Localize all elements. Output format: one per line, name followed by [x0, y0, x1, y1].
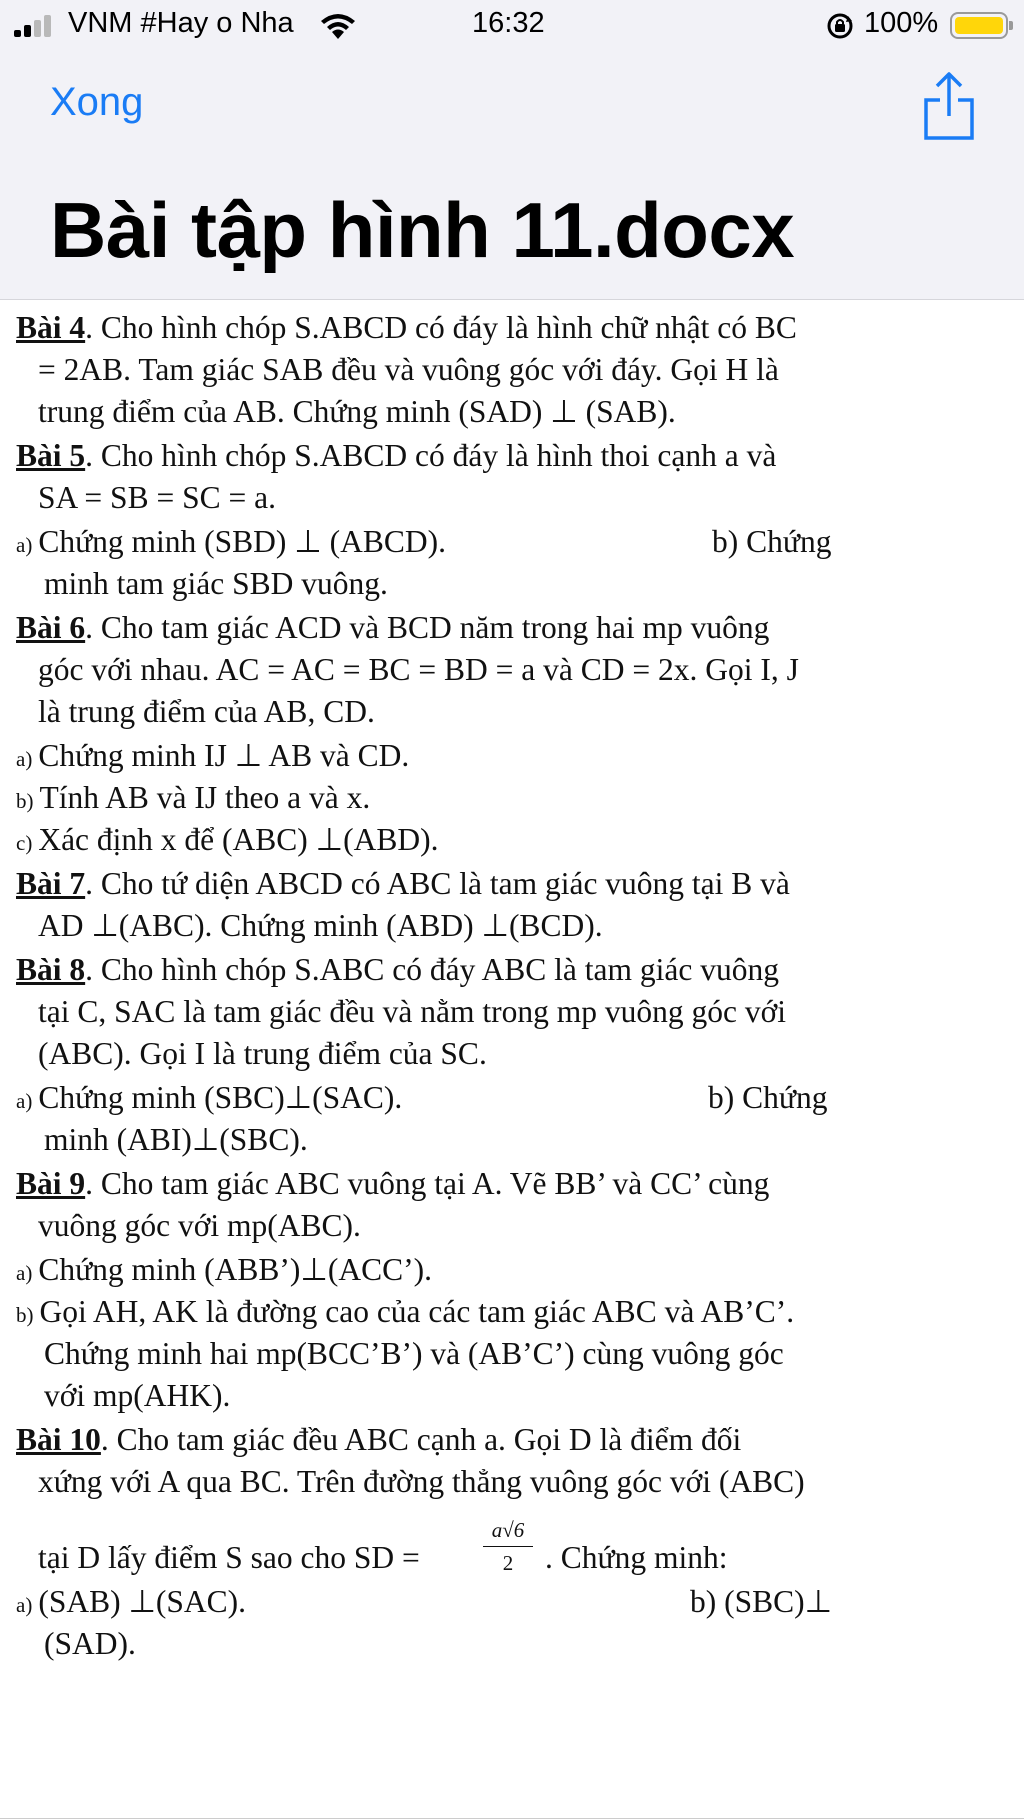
- paragraph-line: vuông góc với mp(ABC).: [38, 1208, 361, 1243]
- battery-icon: [950, 12, 1008, 39]
- list-item: b) Chứng: [712, 524, 832, 559]
- paragraph-line: trung điểm của AB. Chứng minh (SAD) ⊥ (SAB).: [38, 394, 676, 429]
- done-button[interactable]: Xong: [50, 80, 144, 124]
- paragraph-line: Chứng minh hai mp(BCC’B’) và (AB’C’) cùng vuông góc: [44, 1336, 784, 1371]
- status-bar: [0, 0, 1024, 50]
- fraction-denominator: 2: [502, 1551, 514, 1575]
- exercise-label: Bài 5: [16, 438, 86, 473]
- paragraph-line: tại D lấy điểm S sao cho SD =: [38, 1540, 420, 1575]
- list-item: c) Xác định x để (ABC) ⊥(ABD).: [16, 822, 439, 857]
- paragraph-line: Bài 9. Cho tam giác ABC vuông tại A. Vẽ BB’ và CC’ cùng: [16, 1166, 770, 1201]
- paragraph-line: minh tam giác SBD vuông.: [44, 566, 388, 601]
- list-item: a) Chứng minh (SBD) ⊥ (ABCD).: [16, 524, 446, 559]
- list-item: b) (SBC)⊥: [690, 1584, 833, 1619]
- paragraph-line: tại C, SAC là tam giác đều và nằm trong mp vuông góc với: [38, 994, 787, 1029]
- paragraph-line: Bài 8. Cho hình chóp S.ABC có đáy ABC là tam giác vuông: [16, 952, 779, 987]
- list-item: a) Chứng minh (SBC)⊥(SAC).: [16, 1080, 403, 1115]
- battery-fill: [955, 17, 1003, 34]
- divider: [0, 1818, 1024, 1819]
- paragraph-line: Bài 10. Cho tam giác đều ABC cạnh a. Gọi D là điểm đối: [16, 1422, 742, 1457]
- exercise-label: Bài 10: [16, 1422, 101, 1457]
- exercise-label: Bài 6: [16, 610, 86, 645]
- carrier-name: VNM #Hay o Nha: [68, 7, 294, 39]
- status-time: 16:32: [472, 7, 545, 39]
- paragraph-line: Bài 4. Cho hình chóp S.ABCD có đáy là hình chữ nhật có BC: [16, 310, 797, 345]
- fraction-numerator: a√6: [483, 1518, 533, 1547]
- list-item: a) (SAB) ⊥(SAC).: [16, 1584, 247, 1619]
- list-item: b) Gọi AH, AK là đường cao của các tam giác ABC và AB’C’.: [16, 1294, 795, 1329]
- paragraph-line: minh (ABI)⊥(SBC).: [44, 1122, 308, 1157]
- paragraph-line: là trung điểm của AB, CD.: [38, 694, 375, 729]
- document-content[interactable]: [0, 300, 1024, 1800]
- paragraph-line: (SAD).: [44, 1626, 136, 1661]
- paragraph-line: SA = SB = SC = a.: [38, 480, 276, 515]
- share-button[interactable]: [920, 70, 978, 142]
- rotation-lock-icon: [826, 12, 854, 40]
- page-title: Bài tập hình 11.docx: [50, 186, 795, 274]
- fraction: [483, 1518, 533, 1576]
- paragraph-line: góc với nhau. AC = AC = BC = BD = a và CD = 2x. Gọi I, J: [38, 652, 799, 687]
- paragraph-line: Bài 7. Cho tứ diện ABCD có ABC là tam giác vuông tại B và: [16, 866, 790, 901]
- cellular-signal-icon: [14, 15, 58, 37]
- exercise-label: Bài 8: [16, 952, 86, 987]
- paragraph-line: = 2AB. Tam giác SAB đều và vuông góc với đáy. Gọi H là: [38, 352, 779, 387]
- list-item: b) Tính AB và IJ theo a và x.: [16, 780, 371, 815]
- paragraph-line: Bài 6. Cho tam giác ACD và BCD năm trong hai mp vuông: [16, 610, 770, 645]
- paragraph-line: AD ⊥(ABC). Chứng minh (ABD) ⊥(BCD).: [38, 908, 603, 943]
- list-item: a) Chứng minh (ABB’)⊥(ACC’).: [16, 1252, 432, 1287]
- exercise-label: Bài 4: [16, 310, 86, 345]
- paragraph-line: . Chứng minh:: [545, 1540, 728, 1575]
- paragraph-line: với mp(AHK).: [44, 1378, 231, 1413]
- exercise-label: Bài 7: [16, 866, 86, 901]
- exercise-label: Bài 9: [16, 1166, 86, 1201]
- battery-percentage: 100%: [864, 7, 939, 39]
- share-icon: [920, 70, 978, 142]
- list-item: b) Chứng: [708, 1080, 828, 1115]
- list-item: a) Chứng minh IJ ⊥ AB và CD.: [16, 738, 410, 773]
- paragraph-line: Bài 5. Cho hình chóp S.ABCD có đáy là hình thoi cạnh a và: [16, 438, 777, 473]
- navigation-header: [0, 50, 1024, 300]
- paragraph-line: (ABC). Gọi I là trung điểm của SC.: [38, 1036, 487, 1071]
- wifi-icon: [318, 11, 358, 41]
- paragraph-line: xứng với A qua BC. Trên đường thẳng vuông góc với (ABC): [38, 1464, 805, 1499]
